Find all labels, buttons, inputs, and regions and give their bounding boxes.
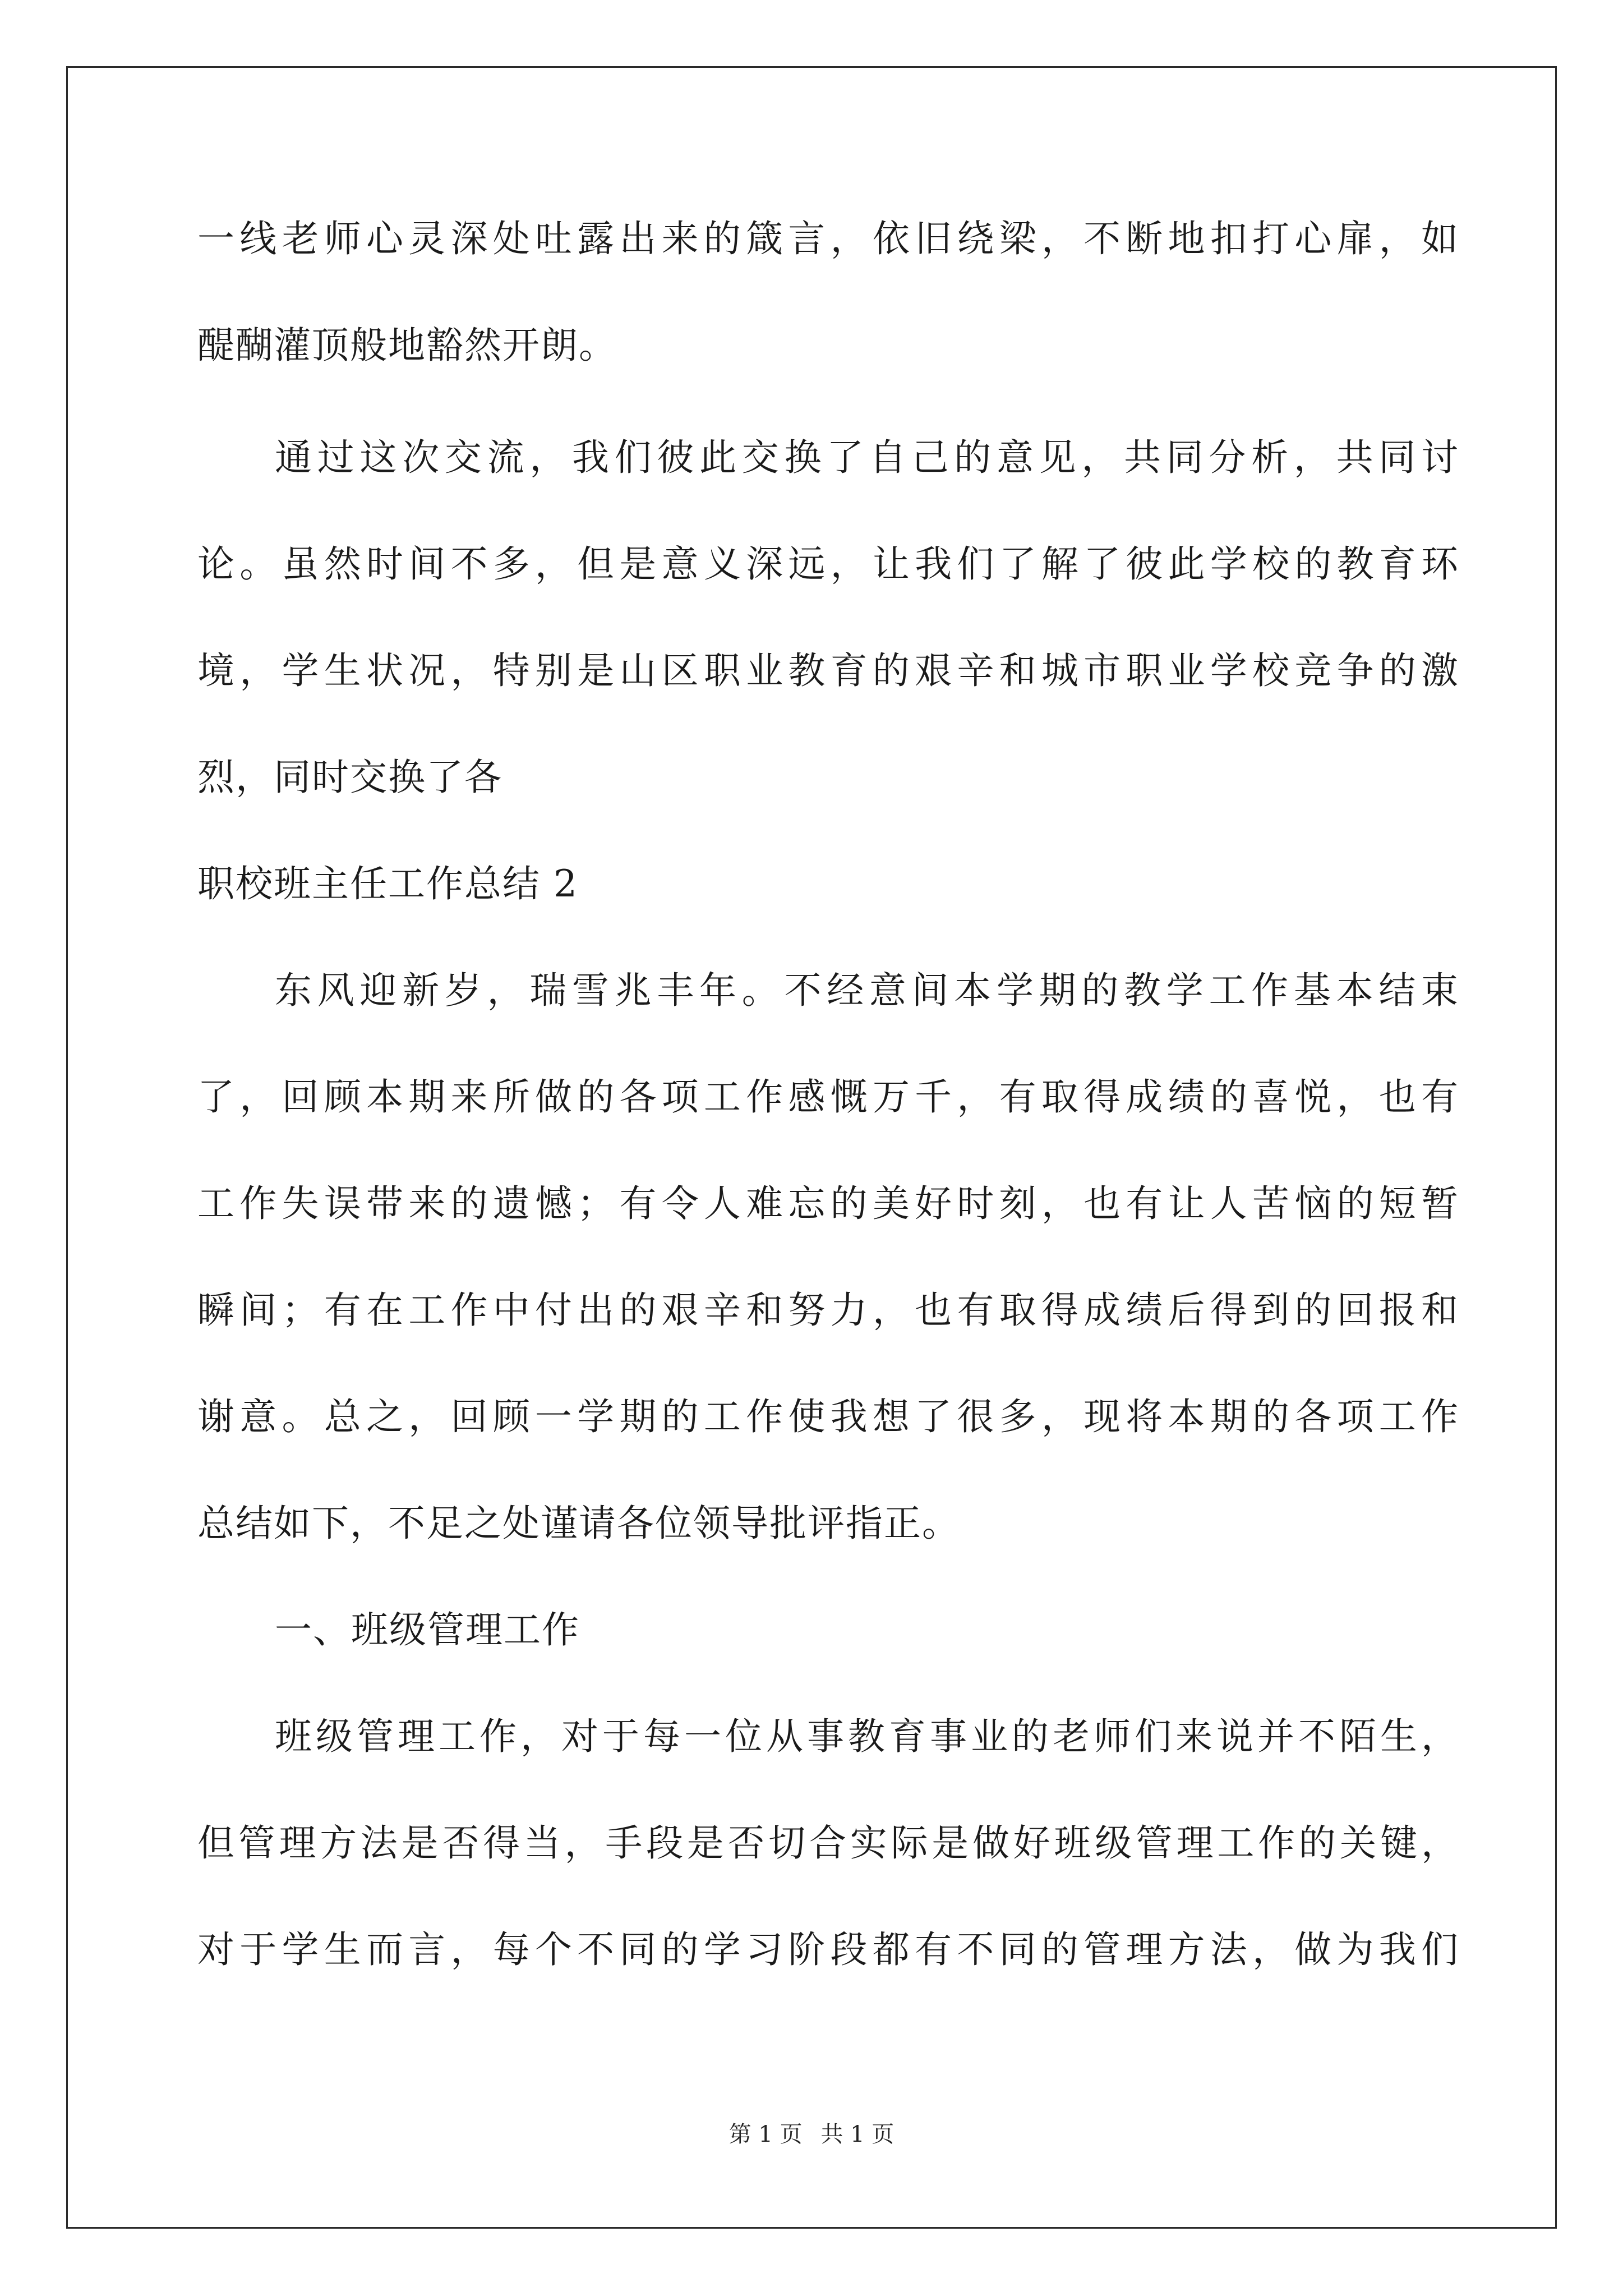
subsection-heading: 一、班级管理工作 bbox=[275, 1608, 580, 1651]
text-line-15: 班级管理工作，对于每一位从事教育事业的老师们来说并不陌生， bbox=[275, 1715, 1459, 1758]
text-line-8: 东风迎新岁，瑞雪兆丰年。不经意间本学期的教学工作基本结束 bbox=[275, 969, 1459, 1012]
text-line-6: 烈，同时交换了各 bbox=[197, 756, 502, 799]
text-line-12: 谢意。总之，回顾一学期的工作使我想了很多，现将本期的各项工作 bbox=[197, 1395, 1459, 1438]
text-line-3: 通过这次交流，我们彼此交换了自己的意见，共同分析，共同讨 bbox=[275, 436, 1459, 479]
text-line-5: 境，学生状况，特别是山区职业教育的艰辛和城市职业学校竞争的激 bbox=[197, 649, 1459, 692]
page-footer bbox=[0, 2118, 1623, 2151]
text-line-9: 了，回顾本期来所做的各项工作感慨万千，有取得成绩的喜悦，也有 bbox=[197, 1075, 1459, 1119]
text-line-10: 工作失误带来的遗憾；有令人难忘的美好时刻，也有让人苦恼的短暂 bbox=[197, 1182, 1459, 1225]
page-total: 共 1 页 bbox=[820, 2122, 895, 2147]
text-line-1: 一线老师心灵深处吐露出来的箴言，依旧绕梁，不断地扣打心扉，如 bbox=[197, 217, 1459, 260]
text-line-13: 总结如下，不足之处谨请各位领导批评指正。 bbox=[197, 1502, 960, 1545]
text-line-4: 论。虽然时间不多，但是意义深远，让我们了解了彼此学校的教育环 bbox=[197, 542, 1459, 586]
page-number: 第 1 页 bbox=[728, 2122, 803, 2147]
text-line-17: 对于学生而言，每个不同的学习阶段都有不同的管理方法，做为我们 bbox=[197, 1928, 1459, 1971]
section-heading: 职校班主任工作总结 2 bbox=[197, 862, 578, 905]
page-border bbox=[66, 66, 1557, 2229]
text-line-11: 瞬间；有在工作中付出的艰辛和努力，也有取得成绩后得到的回报和 bbox=[197, 1289, 1459, 1332]
text-line-16: 但管理方法是否得当，手段是否切合实际是做好班级管理工作的关键， bbox=[197, 1821, 1459, 1865]
text-line-2: 醍醐灌顶般地豁然开朗。 bbox=[197, 324, 617, 367]
